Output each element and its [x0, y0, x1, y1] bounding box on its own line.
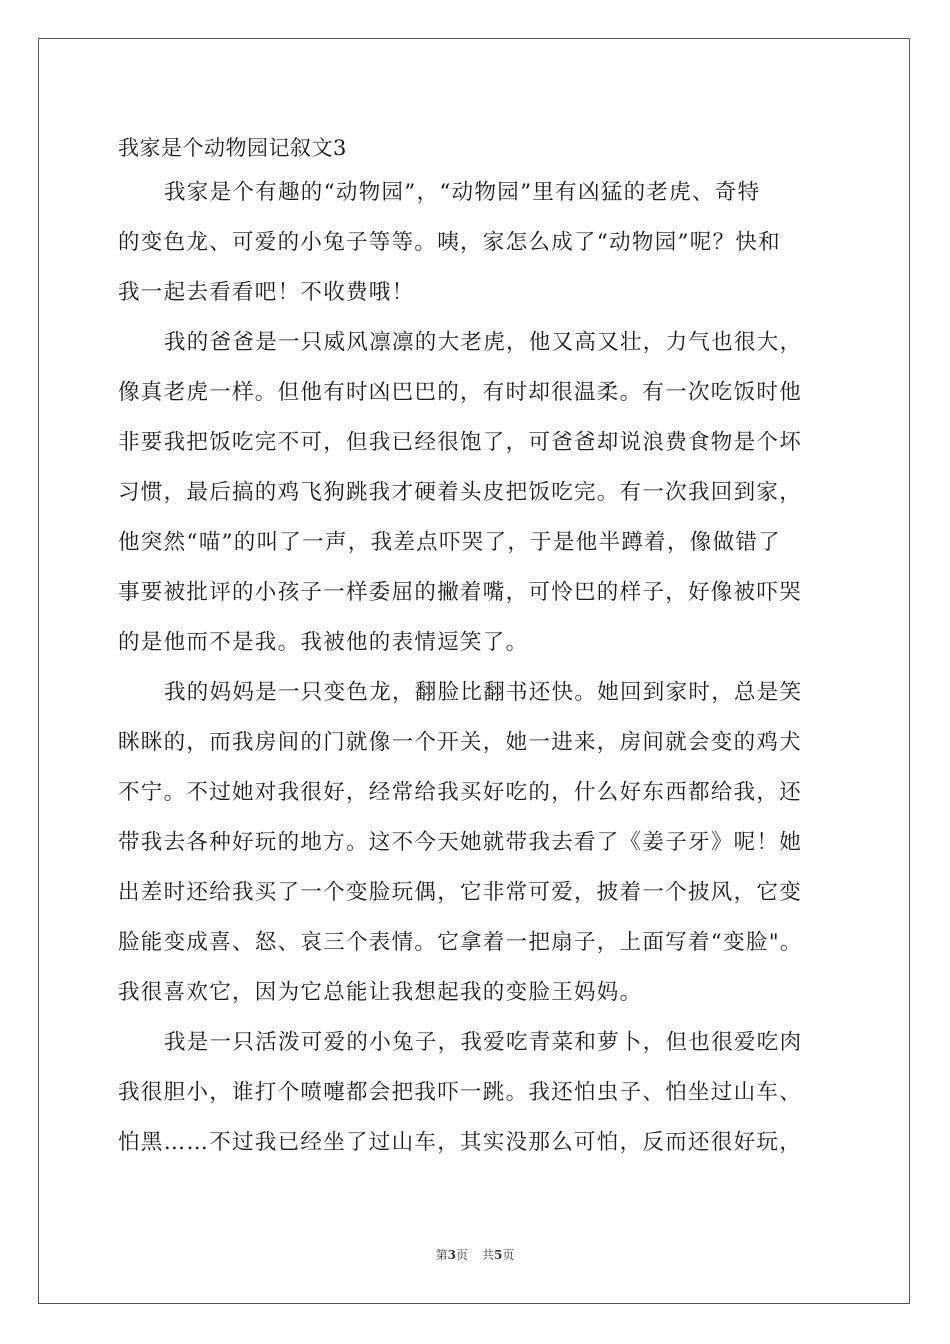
paragraph-line: 出差时还给我买了一个变脸玩偶，它非常可爱，披着一个披风，它变: [118, 880, 803, 905]
paragraph: [118, 1018, 834, 1168]
total-prefix: 共: [482, 1248, 495, 1262]
paragraph-line: 我家是个有趣的“动物园”，“动物园”里有凶猛的老虎、奇特: [164, 180, 761, 205]
paragraph-line: 眯眯的，而我房间的门就像一个开关，她一进来，房间就会变的鸡犬: [118, 730, 803, 755]
paragraph-line: 的变色龙、可爱的小兔子等等。咦，家怎么成了“动物园”呢？快和: [118, 230, 781, 255]
total-unit: 页: [502, 1248, 515, 1262]
page-unit: 页: [455, 1248, 468, 1262]
paragraph-line: 习惯，最后搞的鸡飞狗跳我才硬着头皮把饭吃完。有一次我回到家，: [118, 480, 803, 505]
paragraph-line: 的是他而不是我。我被他的表情逗笑了。: [118, 630, 529, 655]
paragraph-line: 我的妈妈是一只变色龙，翻脸比翻书还快。她回到家时，总是笑: [164, 680, 803, 705]
document-title: 我家是个动物园记叙文3: [118, 136, 347, 160]
paragraph-line: 怕黑……不过我已经坐了过山车，其实没那么可怕，反而还很好玩，: [118, 1130, 803, 1155]
paragraph-line: 非要我把饭吃完不可，但我已经很饱了，可爸爸却说浪费食物是个坏: [118, 430, 803, 455]
paragraph-line: 脸能变成喜、怒、哀三个表情。它拿着一把扇子，上面写着“变脸"。: [118, 930, 803, 955]
total-page-number: 5: [494, 1248, 503, 1262]
paragraph: [118, 318, 834, 668]
document-body: [118, 128, 834, 1168]
paragraph-line: 我很胆小，谁打个喷嚏都会把我吓一跳。我还怕虫子、怕坐过山车、: [118, 1080, 803, 1105]
paragraph-line: 我是一只活泼可爱的小兔子，我爱吃青菜和萝卜，但也很爱吃肉: [164, 1030, 803, 1055]
page-footer: [0, 1247, 950, 1263]
page-prefix: 第: [435, 1248, 448, 1262]
paragraph-line: 我一起去看看吧！不收费哦！: [118, 280, 415, 305]
paragraph-line: 我很喜欢它，因为它总能让我想起我的变脸王妈妈。: [118, 980, 643, 1005]
paragraph-line: 带我去各种好玩的地方。这不今天她就带我去看了《姜子牙》呢！她: [118, 830, 803, 855]
paragraph: [118, 668, 834, 1018]
paragraph-line: 不宁。不过她对我很好，经常给我买好吃的，什么好东西都给我，还: [118, 780, 803, 805]
paragraph-line: 我的爸爸是一只威风凛凛的大老虎，他又高又壮，力气也很大，: [164, 330, 803, 355]
paragraph-list: [118, 168, 834, 1168]
paragraph-line: 事要被批评的小孩子一样委屈的撇着嘴，可怜巴的样子，好像被吓哭: [118, 580, 803, 605]
current-page-number: 3: [447, 1248, 456, 1262]
paragraph: [118, 168, 834, 318]
paragraph-line: 他突然“喵”的叫了一声，我差点吓哭了，于是他半蹲着，像做错了: [118, 530, 781, 555]
paragraph-line: 像真老虎一样。但他有时凶巴巴的，有时却很温柔。有一次吃饭时他: [118, 380, 803, 405]
